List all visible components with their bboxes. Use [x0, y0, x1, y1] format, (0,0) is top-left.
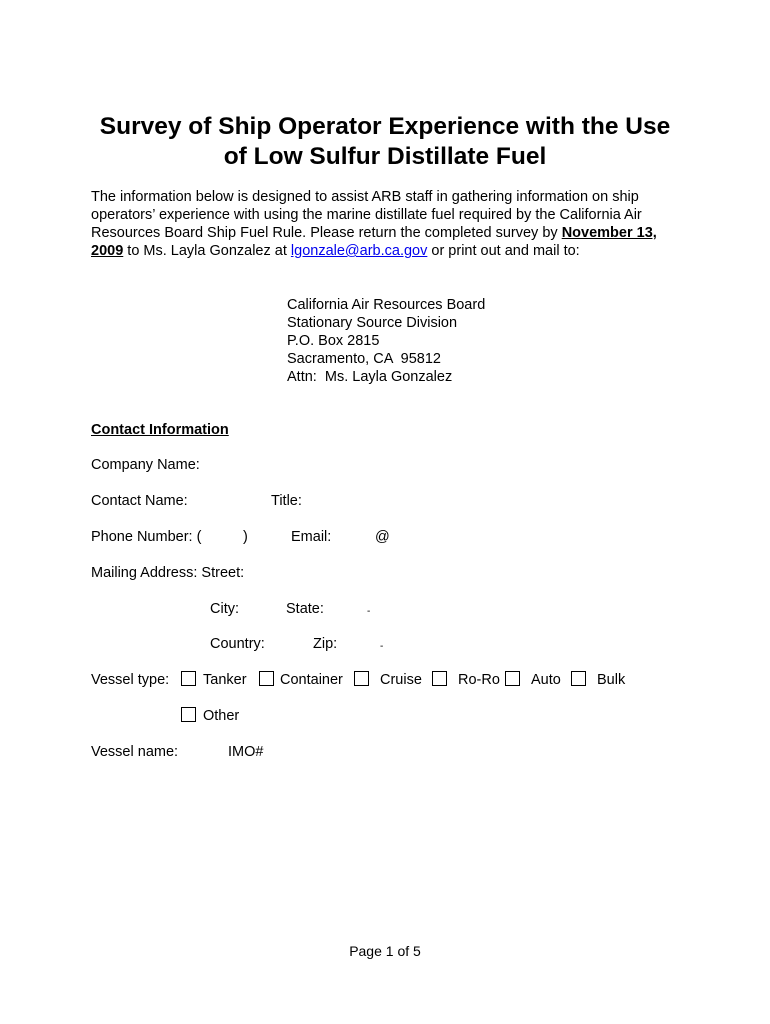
other-checkbox[interactable] — [181, 707, 196, 722]
state-dash: - — [367, 606, 371, 617]
bulk-checkbox[interactable] — [571, 671, 586, 686]
page-footer — [0, 942, 770, 960]
tanker-label: Tanker — [203, 672, 247, 688]
mailing-address-block — [287, 296, 485, 386]
cruise-label: Cruise — [380, 672, 422, 688]
phone-close-paren: ) — [243, 529, 248, 545]
title-line-2: of Low Sulfur Distillate Fuel — [223, 143, 547, 170]
title-field-label: Title: — [271, 493, 302, 509]
address-line: Sacramento, CA 95812 — [287, 351, 441, 367]
address-line: P.O. Box 2815 — [287, 333, 380, 349]
intro-paragraph — [91, 188, 691, 260]
document-title — [60, 112, 710, 172]
page-number-label: Page 1 of — [349, 943, 414, 959]
zip-label: Zip: — [313, 636, 338, 652]
imo-label: IMO# — [228, 744, 264, 760]
email-link[interactable]: lgonzale@arb.ca.gov — [290, 243, 428, 259]
container-checkbox[interactable] — [259, 671, 274, 686]
deadline-date: November 13, 2009 — [91, 225, 657, 259]
container-label: Container — [280, 672, 343, 688]
bulk-label: Bulk — [597, 672, 626, 688]
email-field-label: Email: — [291, 529, 332, 545]
country-label: Country: — [210, 636, 265, 652]
intro-text-3: or print out and mail to: — [427, 243, 580, 259]
title-line-1: Survey of Ship Operator Experience with the Use — [99, 113, 671, 140]
address-line: Attn: Ms. Layla Gonzalez — [287, 369, 453, 385]
intro-text-1: The information below is designed to assist ARB staff in gathering information on ship operators’ experience with using the marine distillate fuel required by the California Air Resources Board Ship Fuel Rule. Please return the completed survey by — [91, 189, 642, 241]
auto-checkbox[interactable] — [505, 671, 520, 686]
company-name-label: Company Name: — [91, 457, 200, 473]
state-label: State: — [286, 601, 324, 617]
address-line: Stationary Source Division — [287, 315, 458, 331]
cruise-checkbox[interactable] — [354, 671, 369, 686]
contact-section-title: Contact Information — [91, 422, 229, 438]
ro-ro-label: Ro-Ro — [458, 672, 500, 688]
page-total: 5 — [413, 943, 421, 959]
city-label: City: — [210, 601, 239, 617]
auto-label: Auto — [531, 672, 561, 688]
zip-dash: - — [380, 641, 384, 652]
phone-number-label: Phone Number: ( — [91, 529, 202, 545]
other-label: Other — [203, 708, 240, 724]
tanker-checkbox[interactable] — [181, 671, 196, 686]
vessel-type-label: Vessel type: — [91, 672, 170, 688]
ro-ro-checkbox[interactable] — [432, 671, 447, 686]
intro-text-2: to Ms. Layla Gonzalez at — [123, 243, 291, 259]
email-at-symbol: @ — [375, 529, 390, 545]
mailing-street-label: Mailing Address: Street: — [91, 565, 245, 581]
contact-name-label: Contact Name: — [91, 493, 188, 509]
vessel-name-label: Vessel name: — [91, 744, 179, 760]
address-line: California Air Resources Board — [287, 297, 486, 313]
